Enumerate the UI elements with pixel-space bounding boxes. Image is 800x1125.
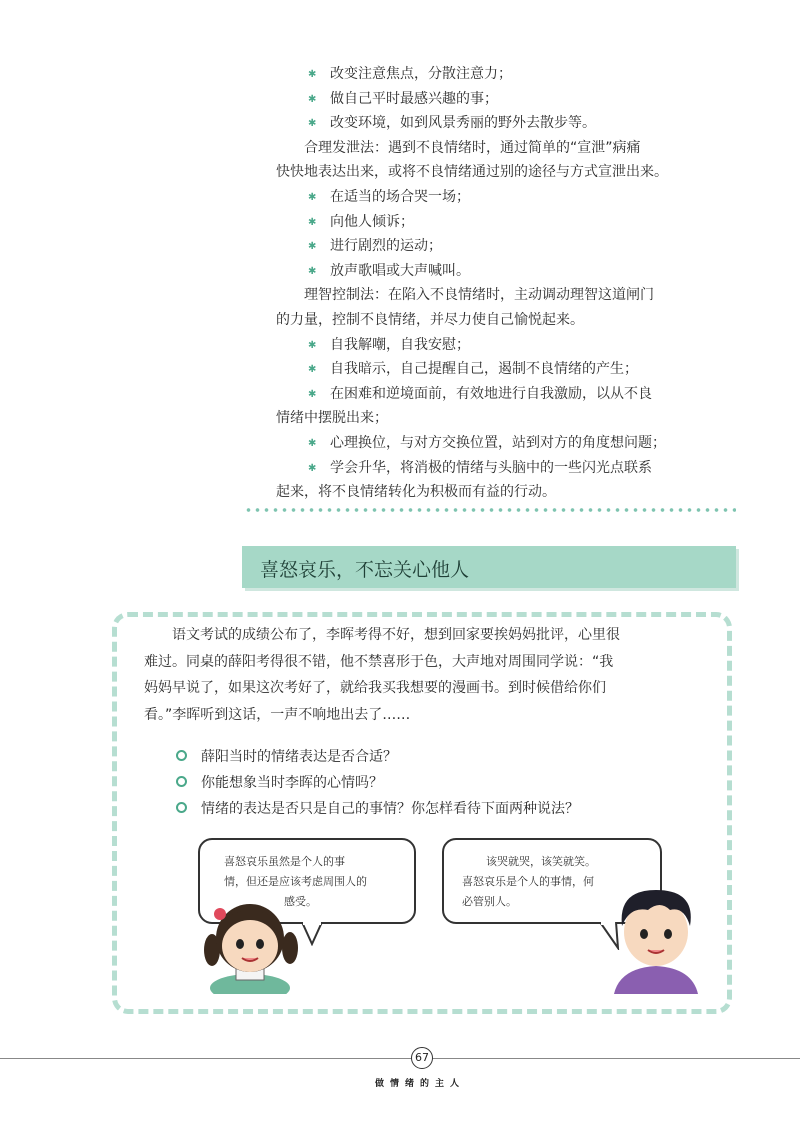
question-item	[176, 796, 696, 822]
star-bullet-icon: ✱	[308, 364, 317, 376]
section-banner	[242, 546, 736, 588]
text-line	[276, 456, 724, 481]
text-line	[276, 480, 724, 505]
text-line	[276, 382, 724, 407]
star-bullet-icon: ✱	[308, 339, 317, 351]
bubble-line: 感受。	[284, 895, 317, 908]
star-bullet-icon: ✱	[308, 437, 317, 449]
text-line-content: 改变注意焦点，分散注意力；	[330, 66, 512, 82]
text-line-content: 合理发泄法：遇到不良情绪时，通过简单的“宣泄”病痛	[304, 139, 641, 156]
circle-bullet-icon	[176, 776, 187, 787]
circle-bullet-icon	[176, 750, 187, 761]
text-line-content: 的力量，控制不良情绪，并尽力使自己愉悦起来。	[276, 311, 584, 328]
text-line	[276, 185, 724, 210]
star-bullet-icon: ✱	[308, 191, 317, 203]
text-line	[276, 283, 724, 308]
bubble-line: 该哭就哭，该笑就笑。	[486, 855, 596, 868]
circle-bullet-icon	[176, 802, 187, 813]
bubble-line: 情，但还是应该考虑周围人的	[224, 875, 367, 888]
star-bullet-icon: ✱	[308, 93, 317, 105]
story-line: 难过。同桌的薛阳考得很不错，他不禁喜形于色，大声地对周围同学说：“我	[144, 653, 614, 670]
text-line-content: 情绪中摆脱出来；	[276, 410, 388, 427]
bubble-line: 喜怒哀乐虽然是个人的事	[224, 855, 345, 868]
text-line-content: 进行剧烈的运动；	[330, 238, 442, 255]
text-line-content: 在困难和逆境面前，有效地进行自我激励，以从不良	[330, 385, 652, 402]
text-line	[276, 160, 724, 185]
dotted-separator	[244, 507, 736, 513]
text-line-content: 改变环境，如到风景秀丽的野外去散步等。	[330, 115, 596, 132]
text-line	[276, 406, 724, 431]
question-item	[176, 770, 696, 796]
footer-title: 做情绪的主人	[374, 1079, 465, 1089]
text-line	[276, 87, 724, 112]
text-line-content: 在适当的场合哭一场；	[330, 188, 470, 205]
girl-illustration	[196, 890, 306, 994]
text-line	[276, 234, 724, 259]
text-line	[276, 210, 724, 235]
text-line	[276, 357, 724, 382]
page-number: 67	[411, 1047, 433, 1069]
question-list	[176, 744, 696, 822]
text-line	[276, 62, 724, 87]
star-bullet-icon: ✱	[308, 216, 317, 228]
text-line	[276, 308, 724, 333]
text-line-content: 心理换位，与对方交换位置，站到对方的角度想问题；	[330, 434, 666, 451]
text-line-content: 做自己平时最感兴趣的事；	[330, 90, 498, 107]
text-line-content: 起来，将不良情绪转化为积极而有益的行动。	[276, 484, 556, 501]
text-line-content: 向他人倾诉；	[330, 213, 414, 230]
boy-illustration	[600, 876, 710, 994]
text-line	[276, 333, 724, 358]
footer-rule	[0, 1058, 800, 1059]
text-line	[276, 259, 724, 284]
star-bullet-icon: ✱	[308, 118, 317, 130]
question-item	[176, 744, 696, 770]
story-line: 看。”李晖听到这话，一声不响地出去了……	[144, 706, 411, 723]
star-bullet-icon: ✱	[308, 265, 317, 277]
question-text: 你能想象当时李晖的心情吗？	[201, 775, 383, 791]
star-bullet-icon: ✱	[308, 69, 317, 80]
upper-text-block	[276, 62, 724, 505]
bubble-line: 必管别人。	[462, 895, 517, 908]
bubble-line: 喜怒哀乐是个人的事情，何	[462, 875, 594, 888]
text-line-content: 学会升华，将消极的情绪与头脑中的一些闪光点联系	[330, 459, 652, 476]
story-line: 语文考试的成绩公布了，李晖考得不好，想到回家要挨妈妈批评，心里很	[172, 627, 620, 643]
question-text: 情绪的表达是否只是自己的事情？你怎样看待下面两种说法？	[201, 801, 579, 817]
text-line	[276, 431, 724, 456]
story-line: 妈妈早说了，如果这次考好了，就给我买我想要的漫画书。到时候借给你们	[144, 680, 606, 696]
text-line	[276, 111, 724, 136]
text-line-content: 自我解嘲，自我安慰；	[330, 336, 470, 353]
story-text	[144, 622, 700, 728]
text-line-content: 快快地表达出来，或将不良情绪通过别的途径与方式宣泄出来。	[276, 164, 668, 181]
text-line	[276, 136, 724, 161]
star-bullet-icon: ✱	[308, 388, 317, 400]
text-line-content: 自我暗示，自己提醒自己，遏制不良情绪的产生；	[330, 361, 638, 378]
text-line-content: 理智控制法：在陷入不良情绪时，主动调动理智这道闸门	[304, 287, 654, 304]
star-bullet-icon: ✱	[308, 462, 317, 474]
section-title: 喜怒哀乐，不忘关心他人	[260, 559, 470, 581]
text-line-content: 放声歌唱或大声喊叫。	[330, 262, 470, 279]
star-bullet-icon: ✱	[308, 241, 317, 253]
question-text: 薛阳当时的情绪表达是否合适？	[201, 749, 397, 765]
